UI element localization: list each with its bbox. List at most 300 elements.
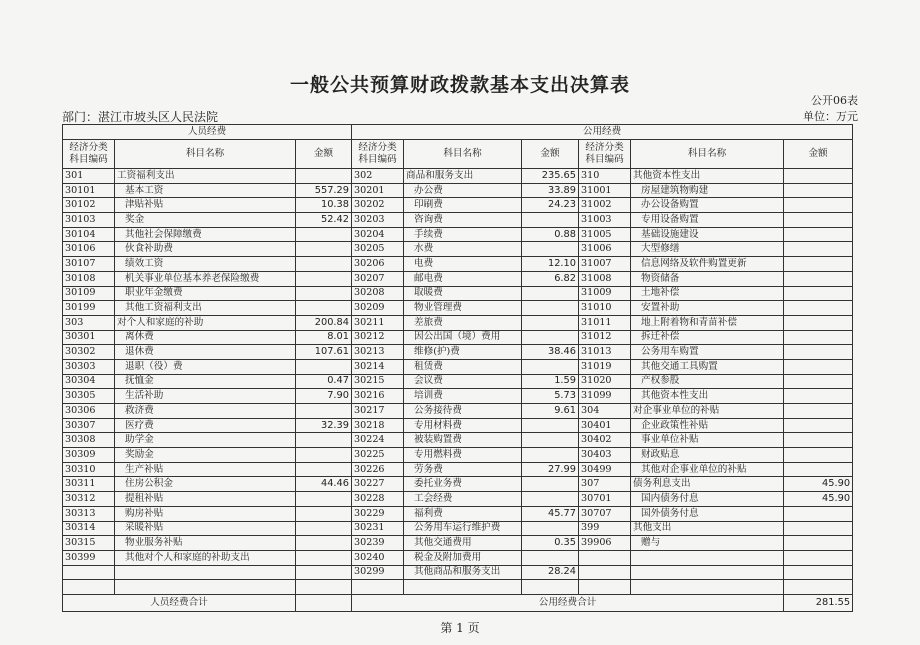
public-b-code-cell: 31008 [579,271,631,286]
public-b-name-cell: 其他对企事业单位的补贴 [631,462,784,477]
personnel-amount-cell [296,433,352,448]
public-b-name-cell [631,580,784,595]
public-a-name-cell: 办公费 [404,183,522,198]
table-row [63,169,853,184]
public-a-amount-cell [522,242,579,257]
table-row [63,389,853,404]
public-b-code-cell: 30499 [579,462,631,477]
form-number: 公开06表 [811,94,858,107]
public-a-code-cell: 30209 [352,301,404,316]
public-a-name-cell: 维修(护)费 [404,345,522,360]
public-a-amount-cell [522,330,579,345]
public-a-amount-cell: 24.23 [522,198,579,213]
public-a-name-cell: 其他商品和服务支出 [404,565,522,580]
public-b-code-cell: 30401 [579,418,631,433]
personnel-code-cell: 30104 [63,227,115,242]
personnel-amount-cell [296,580,352,595]
public-a-name-cell: 被装购置费 [404,433,522,448]
personnel-name-cell: 离休费 [115,330,296,345]
public-a-code-cell: 30214 [352,359,404,374]
public-a-amount-cell: 6.82 [522,271,579,286]
table-row [63,550,853,565]
personnel-name-cell [115,565,296,580]
personnel-name-cell: 住房公积金 [115,477,296,492]
public-a-name-cell: 物业管理费 [404,301,522,316]
personnel-code-cell: 30107 [63,257,115,272]
public-a-code-cell: 302 [352,169,404,184]
public-a-name-cell: 专用燃料费 [404,448,522,463]
public-b-code-cell [579,550,631,565]
personnel-amount-cell [296,359,352,374]
personnel-amount-cell: 44.46 [296,477,352,492]
personnel-name-cell: 津贴补贴 [115,198,296,213]
public-a-code-cell: 30201 [352,183,404,198]
public-b-amount-cell [784,462,853,477]
public-b-name-cell [631,565,784,580]
public-a-code-cell: 30226 [352,462,404,477]
public-b-name-cell: 财政贴息 [631,448,784,463]
public-b-name-cell: 信息网络及软件购置更新 [631,257,784,272]
table-row [63,242,853,257]
public-a-code-cell: 30215 [352,374,404,389]
public-b-amount-cell [784,448,853,463]
public-b-code-cell: 31013 [579,345,631,360]
public-total-amount: 281.55 [784,594,853,611]
public-a-code-cell: 30299 [352,565,404,580]
public-a-name-cell: 差旅费 [404,315,522,330]
public-a-code-cell: 30205 [352,242,404,257]
personnel-amount-cell: 107.61 [296,345,352,360]
personnel-name-cell: 生活补助 [115,389,296,404]
personnel-name-cell: 生产补贴 [115,462,296,477]
personnel-amount-cell: 0.47 [296,374,352,389]
public-a-name-cell: 电费 [404,257,522,272]
public-a-amount-cell [522,550,579,565]
personnel-amount-cell [296,506,352,521]
public-b-amount-cell [784,227,853,242]
public-b-amount-cell [784,183,853,198]
public-a-code-cell: 30228 [352,492,404,507]
public-b-amount-cell [784,345,853,360]
public-a-amount-cell: 38.46 [522,345,579,360]
public-a-code-cell: 30213 [352,345,404,360]
public-b-amount-cell [784,536,853,551]
public-a-amount-cell [522,418,579,433]
public-b-code-cell: 30403 [579,448,631,463]
public-b-code-cell: 31020 [579,374,631,389]
public-a-code-cell: 30212 [352,330,404,345]
public-a-name-cell: 委托业务费 [404,477,522,492]
public-a-name-cell: 咨询费 [404,213,522,228]
personnel-name-cell: 职业年金缴费 [115,286,296,301]
public-b-amount-cell [784,418,853,433]
personnel-amount-cell: 7.90 [296,389,352,404]
personnel-code-cell: 30108 [63,271,115,286]
public-a-amount-cell [522,286,579,301]
public-b-name-cell: 国外债务付息 [631,506,784,521]
personnel-amount-cell [296,521,352,536]
table-row [63,183,853,198]
unit-label: 单位：万元 [803,110,858,123]
public-b-amount-cell [784,389,853,404]
personnel-code-cell: 30101 [63,183,115,198]
personnel-name-cell: 采暖补贴 [115,521,296,536]
public-b-code-cell [579,565,631,580]
personnel-code-cell: 30312 [63,492,115,507]
public-b-code-cell: 304 [579,404,631,419]
public-b-amount-cell [784,433,853,448]
personnel-code-cell: 30199 [63,301,115,316]
public-a-code-cell: 30240 [352,550,404,565]
public-a-amount-cell [522,580,579,595]
personnel-amount-cell [296,448,352,463]
public-b-code-cell [579,580,631,595]
public-a-name-cell: 劳务费 [404,462,522,477]
public-a-name-cell: 工会经费 [404,492,522,507]
personnel-name-cell: 绩效工资 [115,257,296,272]
public-a-name-cell: 福利费 [404,506,522,521]
public-a-amount-cell: 0.88 [522,227,579,242]
personnel-code-cell: 30302 [63,345,115,360]
public-a-amount-cell: 28.24 [522,565,579,580]
personnel-name-cell: 基本工资 [115,183,296,198]
public-b-name-cell: 房屋建筑物购建 [631,183,784,198]
personnel-name-cell: 提租补贴 [115,492,296,507]
page-title: 一般公共预算财政拨款基本支出决算表 [289,74,630,96]
public-b-amount-cell [784,521,853,536]
table-row [63,506,853,521]
personnel-code-cell: 303 [63,315,115,330]
column-header-amount: 金额 [296,140,352,169]
personnel-name-cell: 其他社会保障缴费 [115,227,296,242]
public-a-name-cell: 因公出国（境）费用 [404,330,522,345]
public-a-name-cell: 租赁费 [404,359,522,374]
public-b-code-cell: 307 [579,477,631,492]
personnel-name-cell: 购房补贴 [115,506,296,521]
personnel-amount-cell [296,462,352,477]
table-row [63,477,853,492]
table-row [63,433,853,448]
public-b-code-cell: 31001 [579,183,631,198]
personnel-code-cell: 30304 [63,374,115,389]
public-a-code-cell: 30211 [352,315,404,330]
public-b-name-cell: 公务用车购置 [631,345,784,360]
expenditure-table [62,124,853,612]
public-b-amount-cell [784,550,853,565]
public-a-code-cell: 30208 [352,286,404,301]
public-a-code-cell: 30204 [352,227,404,242]
personnel-code-cell: 30102 [63,198,115,213]
table-row [63,492,853,507]
public-a-name-cell: 公务接待费 [404,404,522,419]
public-a-amount-cell: 0.35 [522,536,579,551]
public-a-code-cell: 30207 [352,271,404,286]
personnel-name-cell: 奖金 [115,213,296,228]
table-row [63,301,853,316]
personnel-amount-cell [296,404,352,419]
public-a-name-cell: 邮电费 [404,271,522,286]
personnel-amount-cell [296,257,352,272]
personnel-code-cell: 30305 [63,389,115,404]
public-a-amount-cell: 235.65 [522,169,579,184]
personnel-name-cell: 医疗费 [115,418,296,433]
personnel-code-cell: 301 [63,169,115,184]
public-a-code-cell [352,580,404,595]
public-b-name-cell: 对企事业单位的补贴 [631,404,784,419]
personnel-code-cell: 30399 [63,550,115,565]
column-header-amount: 金额 [784,140,853,169]
public-section-header: 公用经费 [352,125,853,140]
personnel-amount-cell: 8.01 [296,330,352,345]
public-b-name-cell: 安置补助 [631,301,784,316]
public-b-amount-cell: 45.90 [784,477,853,492]
public-b-name-cell: 基础设施建设 [631,227,784,242]
public-a-code-cell: 30216 [352,389,404,404]
personnel-amount-cell [296,492,352,507]
public-a-name-cell: 商品和服务支出 [404,169,522,184]
table-row [63,448,853,463]
public-b-amount-cell [784,506,853,521]
table-row [63,257,853,272]
public-b-code-cell: 30701 [579,492,631,507]
public-a-amount-cell [522,521,579,536]
personnel-name-cell: 退休费 [115,345,296,360]
public-a-name-cell: 印刷费 [404,198,522,213]
personnel-code-cell: 30109 [63,286,115,301]
public-b-amount-cell [784,242,853,257]
table-row [63,374,853,389]
table-row [63,521,853,536]
personnel-amount-cell [296,536,352,551]
personnel-name-cell: 奖励金 [115,448,296,463]
personnel-code-cell: 30310 [63,462,115,477]
public-b-amount-cell [784,315,853,330]
public-b-name-cell: 其他交通工具购置 [631,359,784,374]
public-total-label: 公用经费合计 [352,594,784,611]
public-a-name-cell: 专用材料费 [404,418,522,433]
public-b-name-cell: 债务利息支出 [631,477,784,492]
public-a-amount-cell: 27.99 [522,462,579,477]
public-b-amount-cell [784,286,853,301]
column-header-name: 科目名称 [115,140,296,169]
public-b-amount-cell [784,359,853,374]
personnel-amount-cell [296,550,352,565]
personnel-code-cell: 30307 [63,418,115,433]
section-header-row [63,125,853,140]
column-header-code: 经济分类科目编码 [579,140,631,169]
public-b-amount-cell [784,565,853,580]
personnel-amount-cell: 52.42 [296,213,352,228]
personnel-name-cell [115,580,296,595]
public-a-name-cell: 会议费 [404,374,522,389]
public-b-name-cell: 地上附着物和青苗补偿 [631,315,784,330]
table-row [63,565,853,580]
public-a-code-cell: 30218 [352,418,404,433]
public-a-amount-cell: 5.73 [522,389,579,404]
public-b-code-cell: 31003 [579,213,631,228]
public-a-code-cell: 30239 [352,536,404,551]
column-header-row [63,140,853,169]
personnel-code-cell: 30309 [63,448,115,463]
table-row [63,418,853,433]
totals-row [63,594,853,611]
public-a-code-cell: 30227 [352,477,404,492]
personnel-name-cell: 其他对个人和家庭的补助支出 [115,550,296,565]
table-row [63,213,853,228]
public-a-name-cell: 其他交通费用 [404,536,522,551]
public-a-code-cell: 30217 [352,404,404,419]
column-header-code: 经济分类科目编码 [63,140,115,169]
public-a-code-cell: 30206 [352,257,404,272]
personnel-code-cell: 30103 [63,213,115,228]
public-b-code-cell: 31010 [579,301,631,316]
personnel-amount-cell [296,242,352,257]
personnel-amount-cell [296,169,352,184]
public-a-amount-cell: 45.77 [522,506,579,521]
personnel-amount-cell: 200.84 [296,315,352,330]
public-b-code-cell: 31009 [579,286,631,301]
public-a-amount-cell: 12.10 [522,257,579,272]
public-b-code-cell: 31006 [579,242,631,257]
table-row [63,359,853,374]
personnel-code-cell: 30106 [63,242,115,257]
public-a-code-cell: 30203 [352,213,404,228]
public-b-amount-cell [784,374,853,389]
public-a-amount-cell [522,433,579,448]
personnel-amount-cell [296,286,352,301]
table-row [63,462,853,477]
personnel-code-cell: 30301 [63,330,115,345]
public-b-name-cell: 物资储备 [631,271,784,286]
public-a-name-cell: 取暖费 [404,286,522,301]
public-b-name-cell [631,550,784,565]
personnel-total-label: 人员经费合计 [63,594,296,611]
public-b-code-cell: 31011 [579,315,631,330]
public-a-code-cell: 30231 [352,521,404,536]
personnel-code-cell: 30303 [63,359,115,374]
column-header-name: 科目名称 [404,140,522,169]
public-b-amount-cell [784,580,853,595]
public-b-name-cell: 拆迁补偿 [631,330,784,345]
public-b-amount-cell [784,301,853,316]
personnel-amount-cell: 557.29 [296,183,352,198]
public-a-code-cell: 30229 [352,506,404,521]
personnel-name-cell: 其他工资福利支出 [115,301,296,316]
public-b-amount-cell [784,169,853,184]
public-b-code-cell: 31012 [579,330,631,345]
public-b-name-cell: 其他支出 [631,521,784,536]
public-b-code-cell: 31099 [579,389,631,404]
public-b-amount-cell: 45.90 [784,492,853,507]
personnel-code-cell: 30306 [63,404,115,419]
public-b-name-cell: 办公设备购置 [631,198,784,213]
personnel-name-cell: 机关事业单位基本养老保险缴费 [115,271,296,286]
public-b-name-cell: 其他资本性支出 [631,389,784,404]
public-b-code-cell: 31007 [579,257,631,272]
public-b-code-cell: 30402 [579,433,631,448]
public-b-code-cell: 31005 [579,227,631,242]
personnel-name-cell: 对个人和家庭的补助 [115,315,296,330]
table-row [63,330,853,345]
column-header-amount: 金额 [522,140,579,169]
table-row [63,315,853,330]
public-b-code-cell: 31002 [579,198,631,213]
table-row [63,536,853,551]
personnel-code-cell: 30314 [63,521,115,536]
personnel-section-header: 人员经费 [63,125,352,140]
public-a-code-cell: 30224 [352,433,404,448]
public-b-name-cell: 产权参股 [631,374,784,389]
personnel-name-cell: 助学金 [115,433,296,448]
personnel-amount-cell [296,301,352,316]
personnel-name-cell: 工资福利支出 [115,169,296,184]
table-row [63,227,853,242]
personnel-amount-cell [296,227,352,242]
table-row [63,271,853,286]
public-b-name-cell: 事业单位补贴 [631,433,784,448]
public-a-name-cell: 水费 [404,242,522,257]
public-b-name-cell: 赠与 [631,536,784,551]
personnel-amount-cell: 32.39 [296,418,352,433]
public-b-name-cell: 专用设备购置 [631,213,784,228]
public-b-amount-cell [784,213,853,228]
personnel-name-cell: 伙食补助费 [115,242,296,257]
public-a-amount-cell: 9.61 [522,404,579,419]
public-a-name-cell: 培训费 [404,389,522,404]
public-a-name-cell: 公务用车运行维护费 [404,521,522,536]
personnel-amount-cell: 10.38 [296,198,352,213]
personnel-code-cell [63,580,115,595]
personnel-name-cell: 救济费 [115,404,296,419]
public-b-code-cell: 39906 [579,536,631,551]
personnel-name-cell: 退职（役）费 [115,359,296,374]
public-a-amount-cell [522,301,579,316]
personnel-code-cell [63,565,115,580]
personnel-total-amount [296,594,352,611]
department-label: 部门：湛江市坡头区人民法院 [62,110,219,124]
personnel-code-cell: 30313 [63,506,115,521]
table-row [63,404,853,419]
public-b-amount-cell [784,257,853,272]
personnel-amount-cell [296,271,352,286]
personnel-code-cell: 30315 [63,536,115,551]
personnel-name-cell: 抚恤金 [115,374,296,389]
public-b-name-cell: 国内债务付息 [631,492,784,507]
public-b-amount-cell [784,271,853,286]
personnel-name-cell: 物业服务补贴 [115,536,296,551]
public-b-amount-cell [784,404,853,419]
public-b-amount-cell [784,330,853,345]
public-a-amount-cell [522,492,579,507]
public-a-code-cell: 30202 [352,198,404,213]
public-a-amount-cell [522,213,579,228]
public-a-name-cell [404,580,522,595]
public-a-amount-cell [522,448,579,463]
public-b-name-cell: 企业政策性补贴 [631,418,784,433]
public-a-name-cell: 税金及附加费用 [404,550,522,565]
column-header-name: 科目名称 [631,140,784,169]
page-number: 第 1 页 [440,621,480,635]
personnel-code-cell: 30311 [63,477,115,492]
public-a-amount-cell [522,477,579,492]
public-b-code-cell: 31019 [579,359,631,374]
table-row [63,345,853,360]
table-row [63,198,853,213]
public-b-code-cell: 310 [579,169,631,184]
public-b-code-cell: 399 [579,521,631,536]
table-row [63,286,853,301]
public-a-code-cell: 30225 [352,448,404,463]
